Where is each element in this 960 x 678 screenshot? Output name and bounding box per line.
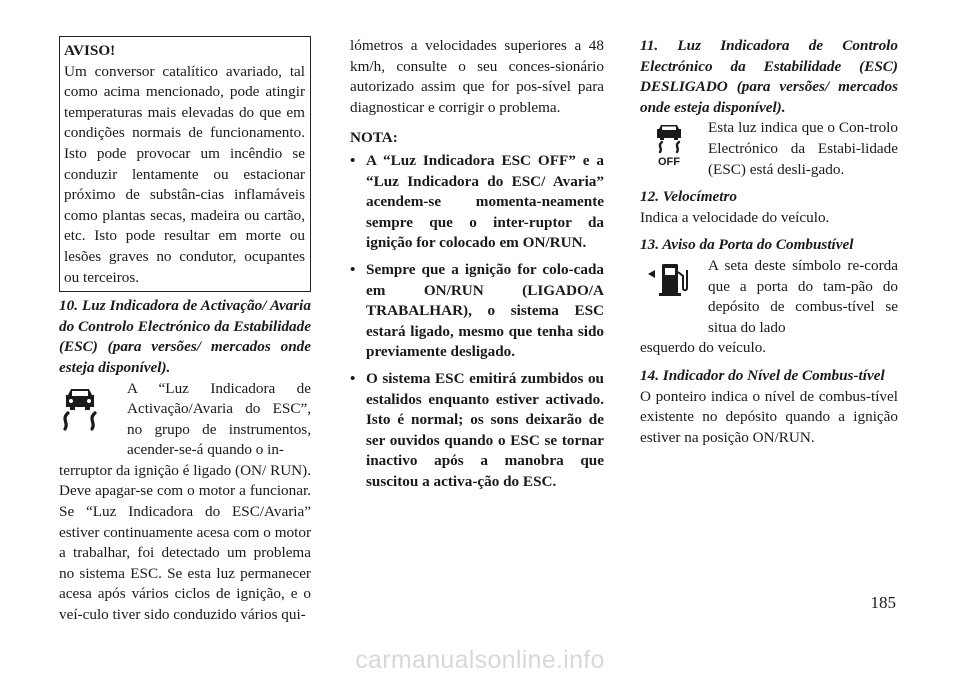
bullet-icon: • bbox=[350, 151, 356, 169]
esc-off-icon bbox=[652, 124, 686, 175]
section-12-text: Indica a velocidade do veículo. bbox=[640, 208, 830, 226]
section-11-heading: 11. Luz Indicadora de Controlo Electrónico da Estabilidade (ESC) DESLIGADO (para versões/ mercados onde esteja disponível). bbox=[640, 37, 898, 116]
svg-text:OFF: OFF bbox=[658, 156, 680, 169]
section-13-heading: 13. Aviso da Porta do Combustível bbox=[640, 236, 854, 254]
section-11-icon-row bbox=[640, 118, 898, 180]
bullet-icon: • bbox=[350, 260, 356, 278]
column-right bbox=[640, 36, 898, 448]
fuel-pump-icon bbox=[646, 260, 692, 307]
section-10-text: A “Luz Indicadora de Activação/Avaria do ESC”, no grupo de instrumentos, acender-se-á quando o in- bbox=[127, 379, 311, 459]
esc-skid-icon bbox=[59, 387, 101, 438]
watermark: carmanualsonline.info bbox=[355, 646, 605, 674]
nota-item: • O sistema ESC emitirá zumbidos ou estalidos enquanto estiver activado. Isto é normal; os sons deixarão de ser ouvidos quando o ESC se tornar inactivo após a manobra que suscitou a activa-ção do ESC. bbox=[350, 369, 604, 490]
section-11-text: Esta luz indica que o Con-trolo Electrónico da Estabi-lidade (ESC) está desli-gado. bbox=[708, 119, 898, 178]
section-10-text-continued: terruptor da ignição é ligado (ON/ RUN). Deve apagar-se com o motor a funcionar. Se “Luz Indicadora do ESC/Avaria” estiver continuamente acesa com o motor a trabalhar, foi detectado um problema no sistema ESC. Se esta luz permanecer acesa após vários ciclos de ignição, e o veí-culo tiver sido conduzido vários qui- bbox=[59, 461, 311, 624]
section-13-text-continued: esquerdo do veículo. bbox=[640, 339, 767, 357]
bullet-icon: • bbox=[350, 369, 356, 387]
section-14-text: O ponteiro indica o nível de combus-tível existente no depósito quando a ignição estiver na posição ON/RUN. bbox=[640, 387, 898, 446]
page-number: 185 bbox=[870, 593, 896, 612]
column-left bbox=[59, 36, 311, 626]
section-10-heading: 10. Luz Indicadora de Activação/ Avaria do Controlo Electrónico da Estabilidade (ESC) (para versões/ mercados onde esteja disponível). bbox=[59, 297, 311, 376]
warning-text: Um conversor catalítico avariado, tal como acima mencionado, pode atingir temperaturas mais elevadas do que em condições normais de funcionamento. Isto pode provocar um incêndio se conduzir lentamente ou estacionar próximo de substân-cias inflamáveis como plantas secas, madeira ou cartão, etc. Isto pode resultar em morte ou lesões graves no condutor, ocupantes ou terceiros. bbox=[64, 62, 305, 286]
nota-list bbox=[350, 151, 604, 493]
nota-item: • Sempre que a ignição for colo-cada em ON/RUN (LIGADO/A TRABALHAR), o sistema ESC estará ligado, mesmo que tenha sido previamente desligado. bbox=[350, 260, 604, 361]
warning-title: AVISO! bbox=[64, 42, 116, 59]
section-10-icon-row bbox=[59, 379, 311, 461]
section-13-icon-row bbox=[640, 256, 898, 338]
section-10-text-col2: lómetros a velocidades superiores a 48 km/h, consulte o seu conces-sionário autorizado assim que for pos-sível para diagnosticar e corrigir o problema. bbox=[350, 37, 604, 116]
warning-box bbox=[59, 36, 311, 292]
nota-label: NOTA: bbox=[350, 129, 398, 147]
section-14-heading: 14. Indicador do Nível de Combus-tível bbox=[640, 366, 885, 384]
column-middle bbox=[350, 36, 604, 498]
nota-item: • A “Luz Indicadora ESC OFF” e a “Luz Indicadora do ESC/ Avaria” acendem-se momenta-neamente sempre que o inter-ruptor da ignição for colocado em ON/RUN. bbox=[350, 151, 604, 252]
section-13-text: A seta deste símbolo re-corda que a porta do tam-pão do depósito de combus-tível se situa do lado bbox=[708, 256, 898, 336]
section-12-heading: 12. Velocímetro bbox=[640, 188, 738, 206]
